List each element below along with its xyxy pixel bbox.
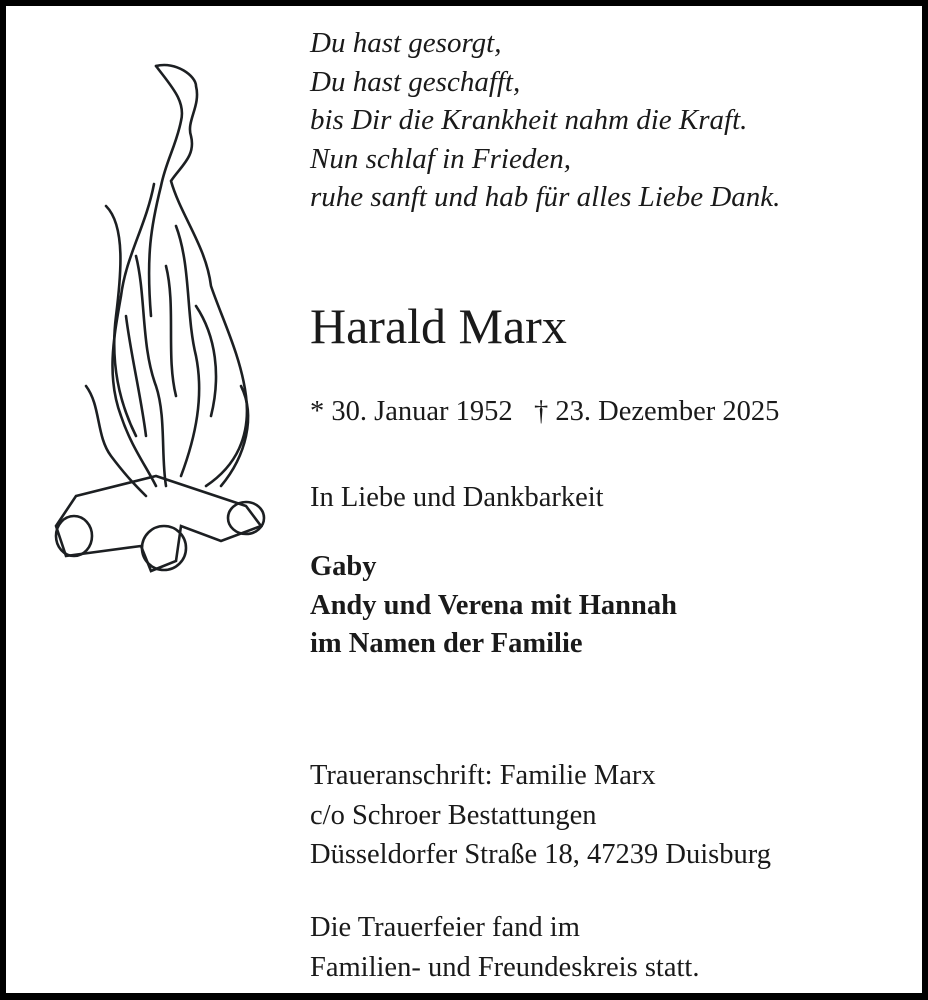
address-line: c/o Schroer Bestattungen: [310, 799, 597, 831]
poem-line: Nun schlaf in Frieden,: [310, 142, 571, 175]
funeral-note: [310, 908, 699, 987]
poem-line: ruhe sanft und hab für alles Liebe Dank.: [310, 181, 781, 213]
deceased-name: Harald Marx: [310, 298, 567, 354]
family-line: im Namen der Familie: [310, 628, 583, 659]
campfire-icon: [46, 56, 276, 581]
poem-line: Du hast gesorgt,: [310, 27, 502, 59]
poem-line: bis Dir die Krankheit nahm die Kraft.: [310, 104, 748, 136]
note-line: Die Trauerfeier fand im: [310, 912, 580, 943]
intro-text: In Liebe und Dankbarkeit: [310, 482, 604, 513]
note-line: Familien- und Freundeskreis statt.: [310, 951, 700, 983]
poem-line: Du hast geschafft,: [310, 65, 521, 98]
address-line: Traueranschrift: Familie Marx: [310, 760, 656, 791]
family-line: Gaby: [310, 551, 377, 582]
family-line: Andy und Verena mit Hannah: [310, 589, 677, 621]
death-date: † 23. Dezember 2025: [534, 396, 780, 427]
address-line: Düsseldorfer Straße 18, 47239 Duisburg: [310, 839, 771, 870]
family-names: [310, 548, 677, 664]
mourning-address: [310, 756, 771, 875]
poem: [310, 24, 780, 217]
life-dates: [310, 392, 779, 432]
birth-date: * 30. Januar 1952: [310, 396, 513, 427]
